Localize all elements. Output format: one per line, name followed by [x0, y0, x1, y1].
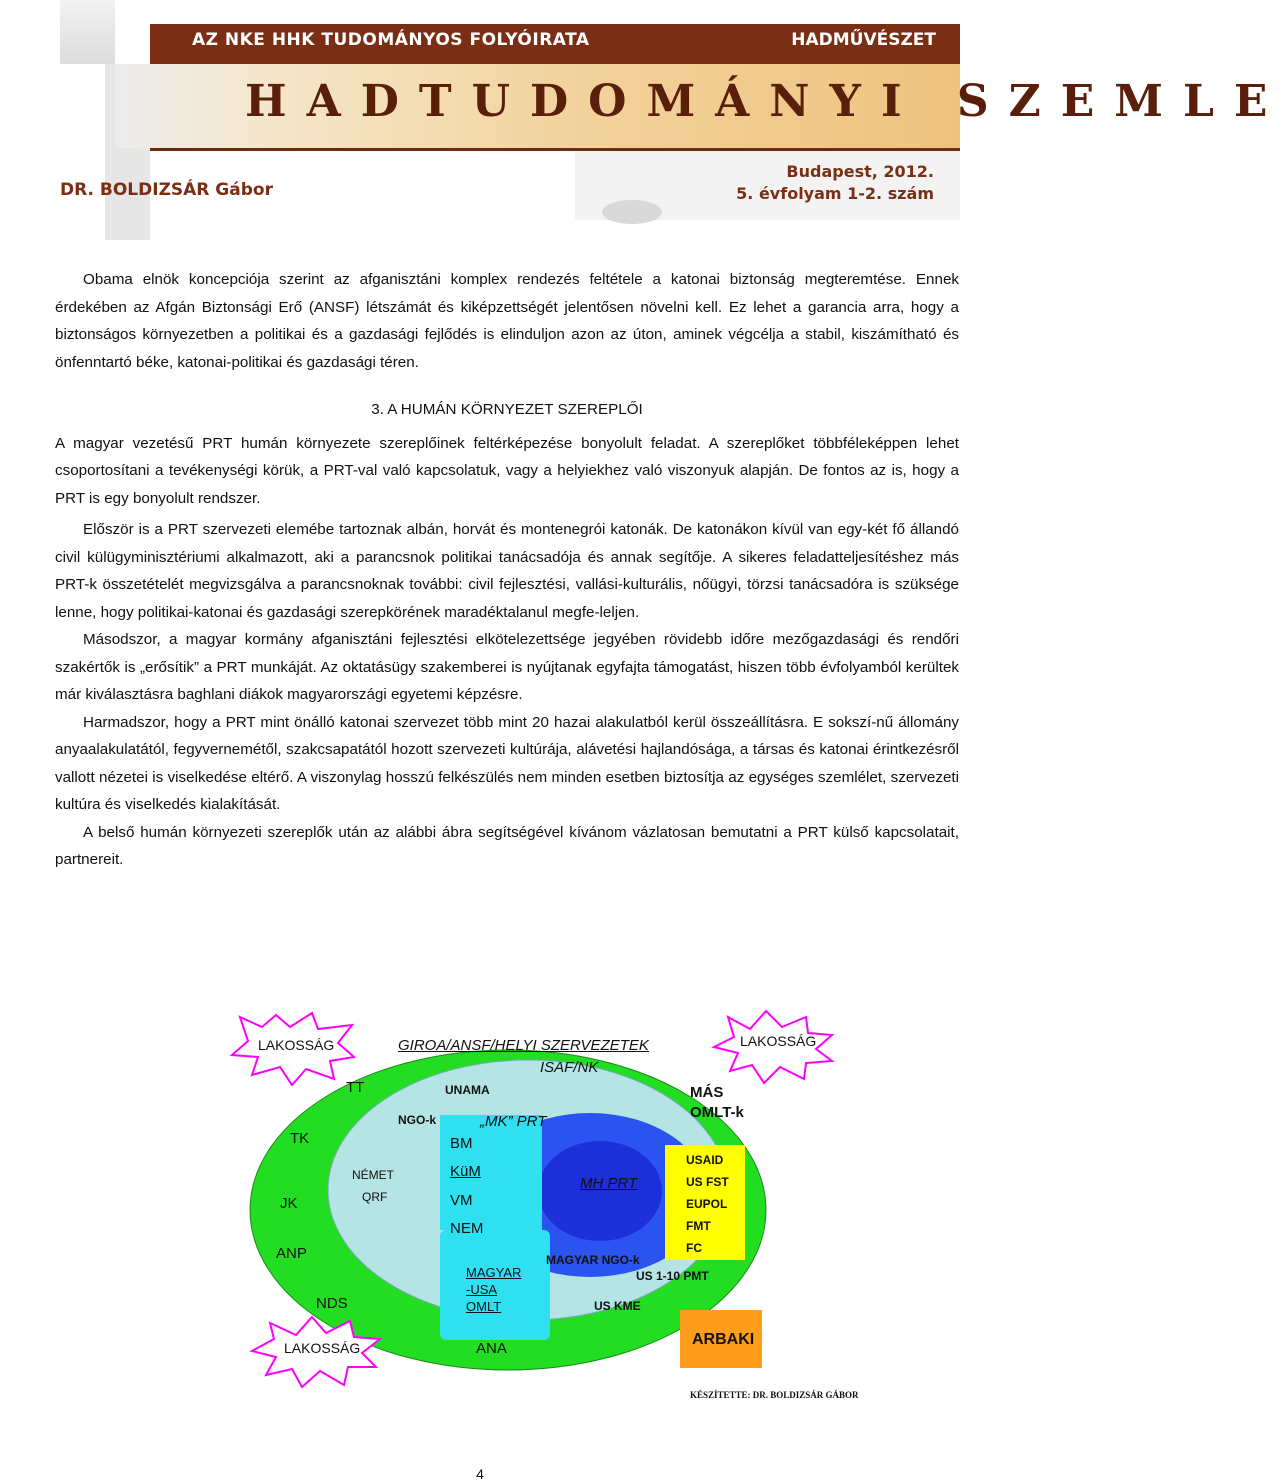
section-name: HADMŰVÉSZET [791, 30, 936, 50]
usaid-label: USAID [686, 1153, 724, 1167]
nem-label: NEM [450, 1220, 484, 1237]
us-prt-label: US 1-10 PMT [636, 1269, 709, 1283]
nemet-label: NÉMET [352, 1168, 394, 1182]
vm-label: VM [450, 1192, 473, 1209]
volume-issue: 5. évfolyam 1-2. szám [736, 184, 934, 203]
section-heading: 3. A HUMÁN KÖRNYEZET SZEREPLŐI [371, 401, 643, 418]
page-header [0, 0, 1287, 250]
author-name: DR. BOLDIZSÁR Gábor [60, 180, 273, 200]
lakossag-label-right: LAKOSSÁG [740, 1033, 817, 1049]
magyar-usa-label-line2: -USA [466, 1282, 498, 1297]
magyar-usa-label-line1: MAGYAR [466, 1265, 522, 1280]
paragraph: Obama elnök koncepciója szerint az afganisztáni komplex rendezés feltétele a katonai biztonság megteremtése. Ennek érdekében az Afgán Biztonsági Erő (ANSF) létszámát és kiképzettségét jelentősen növelni kell. Ez lehet a garancia arra, hogy a biztonságos környezetben a politikai és a gazdasági fejlődés is elinduljon azon az úton, aminek végcélja a stabil, kiszámítható és önfenntartó béke, katonai-politikai és gazdasági téren. [55, 271, 959, 371]
eupol-label: EUPOL [686, 1197, 728, 1211]
kum-label: KüM [450, 1163, 481, 1180]
mk-prt-label: „MK” PRT [480, 1113, 547, 1130]
isaf-label: ISAF/NK [540, 1059, 599, 1076]
article-body [55, 266, 959, 874]
fmt-label: FMT [686, 1219, 711, 1233]
paragraph: A belső humán környezeti szereplők után az alábbi ábra segítségével kívánom vázlatosan bemutatni a PRT külső kapcsolatait, partnereit. [55, 823, 959, 868]
jk-label: JK [280, 1195, 298, 1212]
paragraph: Harmadszor, hogy a PRT mint önálló katonai szervezet több mint 20 hazai alakulatból kerül összeállításra. E sokszí-nű állomány anyaalakulatától, fegyvernemétől, szakcsapatától hozott szervezeti kultúrája, alávetési hajlandósága, a társas és katonai érintkezésről vallott nézetei is viselkedése eltérő. A viszonylag hosszú felkészülés nem minden esetben biztosítja az egységes szemlélet, szervezeti kultúra és viselkedés kialakítását. [55, 713, 959, 813]
arbaki-label: ARBAKI [692, 1331, 755, 1348]
place-date: Budapest, 2012. [786, 162, 934, 181]
qrf-label: QRF [362, 1190, 388, 1204]
us-kme-label: US KME [594, 1299, 641, 1313]
page-number: 4 [476, 1466, 484, 1482]
bm-label: BM [450, 1135, 473, 1152]
magyar-ngo-label: MAGYAR NGO-k [546, 1253, 640, 1267]
paragraph: A magyar vezetésű PRT humán környezete szereplőinek feltérképezése bonyolult feladat. A szereplőket többféleképpen lehet csoportosítani a tevékenységi körük, a PRT-val való kapcsolatuk, vagy a helyiekhez való viszonyuk alapján. De fontos az is, hogy a PRT is egy bonyolult rendszer. [55, 434, 959, 507]
header-divider [150, 148, 960, 151]
unama-label: UNAMA [445, 1083, 490, 1097]
prt-relations-diagram [0, 995, 960, 1415]
nds-label: NDS [316, 1295, 348, 1312]
ngo-label: NGO-k [398, 1113, 437, 1127]
tk-label: TK [290, 1130, 310, 1147]
anp-label: ANP [276, 1245, 307, 1262]
tt-label: TT [346, 1079, 365, 1096]
ana-label: ANA [476, 1340, 507, 1357]
fc-label: FC [686, 1241, 702, 1255]
mas-omlt-label: MÁS OMLT-k [690, 1084, 744, 1121]
journal-title: HADTUDOMÁNYI SZEMLE [245, 76, 1287, 127]
diagram-credit: KÉSZÍTETTE: DR. BOLDIZSÁR GÁBOR [690, 1390, 859, 1400]
giroa-label: GIROA/ANSF/HELYI SZERVEZETEK [398, 1037, 649, 1054]
paragraph: Először is a PRT szervezeti elemébe tartoznak albán, horvát és montenegrói katonák. De katonákon kívül van egy-két fő állandó civil külügyminisztériumi alkalmazott, aki a parancsnok politikai tanácsadója és annak segítője. A sikeres feladatteljesítéshez más PRT-k összetételét megvizsgálva a parancsnoknak további: civil fejlesztési, vallási-kulturális, nőügyi, törzsi tanácsadóra is szüksége lenne, hogy politikai-katonai és gazdasági szerepkörének maradéktalanul megfe-leljen. [55, 521, 959, 621]
magyar-usa-label-line3: OMLT [466, 1299, 502, 1314]
lakossag-label-left: LAKOSSÁG [258, 1037, 335, 1053]
us-fst-label: US FST [686, 1175, 729, 1189]
paragraph: Másodszor, a magyar kormány afganisztáni fejlesztési elkötelezettsége jegyében rövidebb időre mezőgazdasági és rendőri szakértők is „erősítik” a PRT munkáját. Az oktatásügy szakemberei is nyújtanak egyfajta támogatást, hiszen több évfolyamból kerültek már kiválasztásra baghlani diákok magyarországi egyetemi képzésre. [55, 631, 959, 703]
lakossag-label-bottom: LAKOSSÁG [284, 1340, 361, 1356]
journal-name: AZ NKE HHK TUDOMÁNYOS FOLYÓIRATA [192, 30, 590, 50]
mh-prt-label: MH PRT [580, 1175, 638, 1192]
